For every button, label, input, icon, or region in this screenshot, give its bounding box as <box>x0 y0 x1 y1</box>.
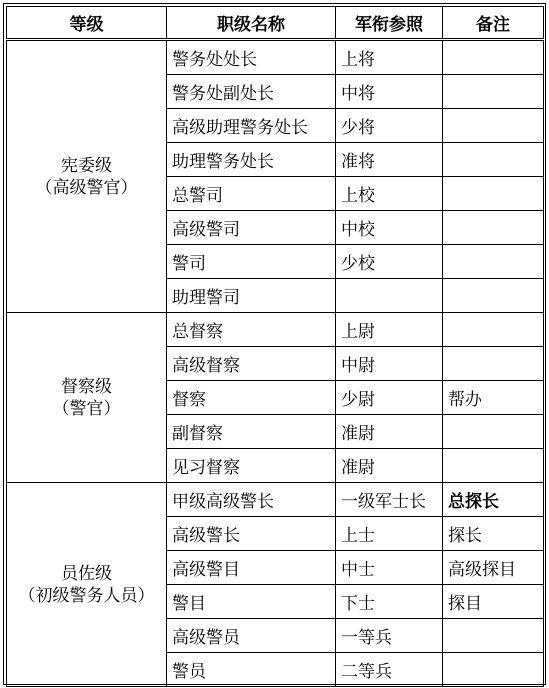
grade-subtitle: （高级警官） <box>35 177 138 198</box>
group-senior <box>7 40 544 313</box>
rank-title: 高级督察 <box>167 347 336 381</box>
note <box>443 40 544 75</box>
military-equivalent: 一级军士长 <box>336 483 443 517</box>
military-equivalent: 上将 <box>336 40 443 75</box>
note <box>443 619 544 653</box>
grade-name: 督察级 <box>61 376 112 397</box>
note <box>443 415 544 449</box>
rank-title: 高级助理警务处长 <box>167 109 336 143</box>
note <box>443 143 544 177</box>
rank-title: 甲级高级警长 <box>167 483 336 517</box>
rank-title: 高级警司 <box>167 211 336 245</box>
military-equivalent: 上士 <box>336 517 443 551</box>
header-note: 备注 <box>443 7 544 40</box>
military-equivalent: 下士 <box>336 585 443 619</box>
military-equivalent: 上校 <box>336 177 443 211</box>
note <box>443 313 544 347</box>
group-inspector <box>7 313 544 483</box>
rank-title: 警员 <box>167 653 336 687</box>
rank-title: 见习督察 <box>167 449 336 483</box>
military-equivalent: 一等兵 <box>336 619 443 653</box>
grade-subtitle: （警官） <box>52 398 121 419</box>
military-equivalent: 少校 <box>336 245 443 279</box>
note <box>443 279 544 313</box>
military-equivalent: 准尉 <box>336 415 443 449</box>
military-equivalent: 少尉 <box>336 381 443 415</box>
note <box>443 653 544 687</box>
note <box>443 211 544 245</box>
military-equivalent: 少将 <box>336 109 443 143</box>
grade-subtitle: （初级警务人员） <box>18 585 155 606</box>
rank-title: 高级警员 <box>167 619 336 653</box>
note: 探长 <box>443 517 544 551</box>
group-junior <box>7 483 544 687</box>
note <box>443 449 544 483</box>
note <box>443 177 544 211</box>
grade-cell-inspector <box>7 313 167 483</box>
rank-title: 副督察 <box>167 415 336 449</box>
note <box>443 245 544 279</box>
military-equivalent: 准将 <box>336 143 443 177</box>
table-row <box>7 483 544 517</box>
table-row <box>7 40 544 75</box>
rank-title: 高级警长 <box>167 517 336 551</box>
grade-name: 宪委级 <box>61 155 112 176</box>
rank-title: 警司 <box>167 245 336 279</box>
header-row <box>7 7 544 40</box>
rank-title: 警务处副处长 <box>167 75 336 109</box>
note: 探目 <box>443 585 544 619</box>
rank-title: 高级警目 <box>167 551 336 585</box>
note: 高级探目 <box>443 551 544 585</box>
military-equivalent: 中士 <box>336 551 443 585</box>
military-equivalent: 上尉 <box>336 313 443 347</box>
military-equivalent: 中将 <box>336 75 443 109</box>
police-rank-table <box>6 6 544 687</box>
note: 帮办 <box>443 381 544 415</box>
military-equivalent: 二等兵 <box>336 653 443 687</box>
note <box>443 75 544 109</box>
military-equivalent <box>336 279 443 313</box>
header-military: 军衔参照 <box>336 7 443 40</box>
rank-title: 督察 <box>167 381 336 415</box>
rank-title: 总警司 <box>167 177 336 211</box>
military-equivalent: 中校 <box>336 211 443 245</box>
rank-title: 助理警务处长 <box>167 143 336 177</box>
table-row <box>7 313 544 347</box>
military-equivalent: 中尉 <box>336 347 443 381</box>
header-title: 职级名称 <box>167 7 336 40</box>
rank-title: 警务处处长 <box>167 40 336 75</box>
header-grade: 等级 <box>7 7 167 40</box>
rank-title: 总督察 <box>167 313 336 347</box>
note <box>443 109 544 143</box>
rank-title: 警目 <box>167 585 336 619</box>
grade-cell-senior <box>7 40 167 313</box>
grade-cell-junior <box>7 483 167 687</box>
note: 总探长 <box>443 483 544 517</box>
note <box>443 347 544 381</box>
grade-name: 员佐级 <box>61 563 112 584</box>
rank-title: 助理警司 <box>167 279 336 313</box>
military-equivalent: 准尉 <box>336 449 443 483</box>
